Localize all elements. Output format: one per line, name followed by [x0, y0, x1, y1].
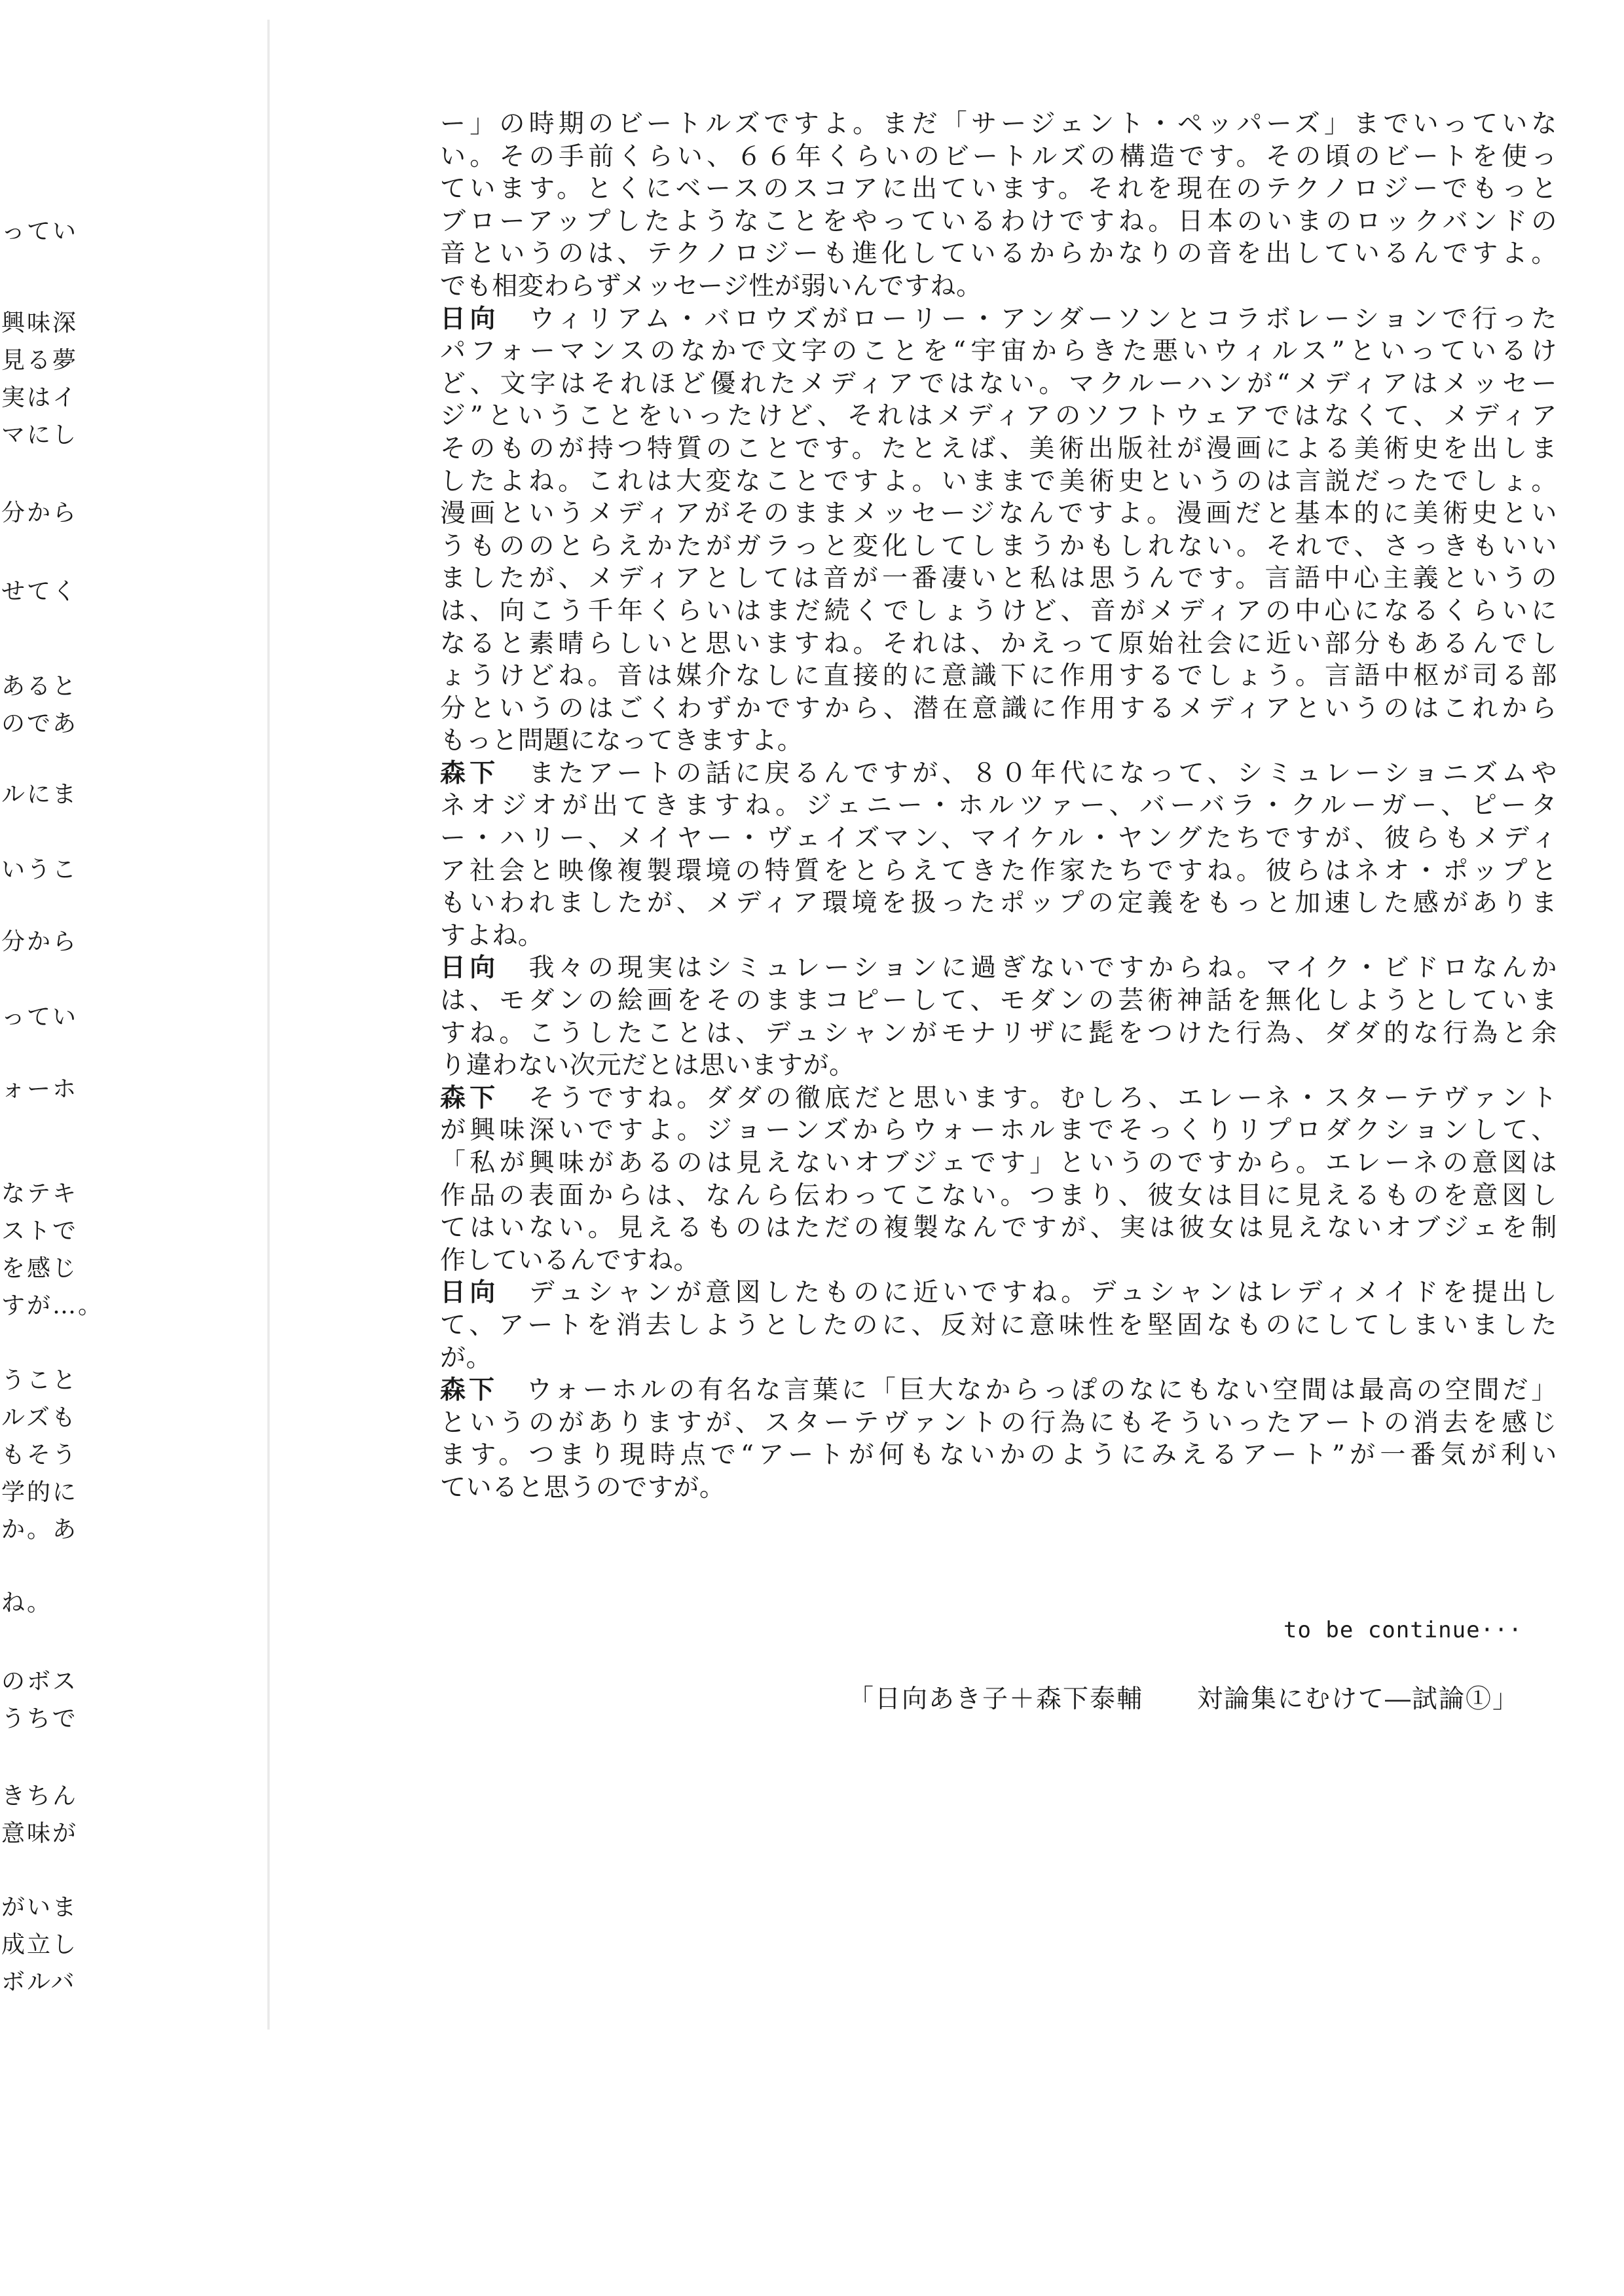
prev-page-fragment: ルにま — [1, 781, 79, 808]
text-line — [440, 498, 1557, 530]
text-line — [440, 1114, 1557, 1147]
line-text: なると素晴らしいと思いますね。それは、かえって原始社会に近い部分もあるんでし — [440, 629, 1557, 659]
text-line — [440, 1245, 1557, 1277]
text-line — [440, 985, 1557, 1017]
line-text: ジ”ということをいったけど、それはメディアのソフトウェアではなくて、メディア — [440, 401, 1557, 431]
text-line — [440, 822, 1557, 855]
text-line — [440, 303, 1557, 336]
text-line — [440, 1277, 1557, 1309]
prev-page-fragment: のボス — [1, 1668, 79, 1695]
prev-page-fragment: 実はイ — [1, 384, 79, 411]
line-text: またアートの話に戻るんですが、８０年代になって、シミュレーショニズムや — [499, 758, 1558, 788]
prev-page-fragment: ボルバ — [1, 1969, 77, 1995]
line-text: 「私が興味があるのは見えないオブジェです」というのですから。エレーネの意図は — [440, 1148, 1557, 1178]
text-line — [440, 108, 1557, 141]
text-line — [440, 790, 1557, 822]
line-text: そのものが持つ特質のことです。たとえば、美術出版社が漫画による美術史を出しま — [440, 433, 1557, 464]
text-line — [440, 1212, 1557, 1245]
prev-page-fragment: ォーホ — [1, 1076, 79, 1102]
line-text: が興味深いですよ。ジョーンズからウォーホルまでそっくりリプロダクションして、 — [440, 1116, 1557, 1146]
prev-page-fragment: か。あ — [1, 1516, 79, 1543]
text-line — [440, 887, 1557, 920]
line-text: すよね。 — [440, 920, 544, 951]
text-line — [440, 1342, 1557, 1375]
line-text: 漫画というメディアがそのままメッセージなんですよ。漫画だと基本的に美術史とい — [440, 499, 1557, 529]
text-line — [440, 1180, 1557, 1212]
line-text: 作品の表面からは、なんら伝わってこない。つまり、彼女は目に見えるものを意図し — [440, 1180, 1557, 1211]
line-text: もっと問題になってきますよ。 — [440, 726, 803, 756]
continue-note: to be continue··· — [1283, 1617, 1522, 1643]
prev-page-fragment: すが…。 — [1, 1292, 104, 1319]
speaker-name: 日向 — [440, 304, 500, 334]
text-line — [440, 368, 1557, 401]
text-line — [440, 725, 1557, 757]
prev-page-fragment: ってい — [1, 1004, 79, 1030]
line-text: ど、文字はそれほど優れたメディアではない。マクルーハンが“メディアはメッセー — [440, 369, 1557, 399]
page-gutter-shadow — [267, 20, 270, 2030]
text-line — [440, 433, 1557, 465]
text-line — [440, 1147, 1557, 1180]
text-line — [440, 400, 1557, 433]
line-text: は、モダンの絵画をそのままコピーして、モダンの芸術神話を無化しようとしていま — [440, 986, 1557, 1016]
line-text: が。 — [440, 1343, 492, 1373]
text-line — [440, 270, 1557, 303]
text-line — [440, 1017, 1557, 1050]
prev-page-fragment: 分から — [1, 500, 79, 526]
text-line — [440, 1439, 1557, 1472]
line-text: したよね。これは大変なことですよ。いままで美術史というのは言説だったでしょ。 — [440, 466, 1557, 496]
prev-page-fragment: 学的に — [1, 1479, 79, 1506]
text-line — [440, 1309, 1557, 1342]
text-line — [440, 562, 1557, 595]
prev-page-fragment: 分から — [1, 928, 79, 955]
prev-page-fragment: 成立し — [1, 1931, 79, 1958]
line-text: もいわれましたが、メディア環境を扱ったポップの定義をもっと加速した感がありま — [440, 888, 1557, 919]
text-line — [440, 1374, 1557, 1407]
text-line — [440, 855, 1557, 888]
text-line — [440, 530, 1557, 563]
line-text: すね。こうしたことは、デュシャンがモナリザに髭をつけた行為、ダダ的な行為と余 — [440, 1018, 1557, 1048]
line-text: り違わない次元だとは思いますが。 — [440, 1051, 855, 1081]
text-line — [440, 1407, 1557, 1440]
line-text: 作しているんですね。 — [440, 1245, 700, 1275]
prev-page-fragment: ね。 — [1, 1590, 53, 1616]
previous-page-strip — [0, 0, 268, 2296]
prev-page-fragment: なテキ — [1, 1180, 79, 1207]
text-line — [440, 920, 1557, 953]
text-line — [440, 238, 1557, 270]
line-text: てはいない。見えるものはただの複製なんですが、実は彼女は見えないオブジェを制 — [440, 1213, 1557, 1243]
prev-page-fragment: を感じ — [1, 1255, 79, 1282]
line-text: 分というのはごくわずかですから、潜在意識に作用するメディアというのはこれから — [440, 693, 1557, 723]
speaker-name: 日向 — [440, 953, 500, 983]
line-text: そうですね。ダダの徹底だと思います。むしろ、エレーネ・スターテヴァント — [499, 1083, 1557, 1113]
prev-page-fragment: ってい — [1, 218, 79, 245]
text-line — [440, 660, 1557, 693]
line-text: ています。とくにベースのスコアに出ています。それを現在のテクノロジーでもっと — [440, 174, 1557, 204]
line-text: ます。つまり現時点で“アートが何もないかのようにみえるアート”が一番気が利い — [440, 1440, 1557, 1470]
text-line — [440, 335, 1557, 368]
line-text: パフォーマンスのなかで文字のことを“宇宙からきた悪いウィルス”といっているけ — [440, 337, 1557, 367]
dialogue-body — [440, 108, 1557, 1504]
line-text: というのがありますが、スターテヴァントの行為にもそういったアートの消去を感じ — [440, 1408, 1557, 1438]
line-text: デュシャンが意図したものに近いですね。デュシャンはレディメイドを提出し — [499, 1278, 1557, 1308]
line-text: ア社会と映像複製環境の特質をとらえてきた作家たちですね。彼らはネオ・ポップと — [440, 856, 1557, 886]
line-text: ていると思うのですが。 — [440, 1472, 726, 1503]
speaker-name: 森下 — [440, 1083, 500, 1113]
line-text: ましたが、メディアとしては音が一番凄いと私は思うんです。言語中心主義というの — [440, 564, 1557, 594]
prev-page-fragment: 見る夢 — [1, 347, 79, 374]
line-text: ょうけどね。音は媒介なしに直接的に意識下に作用するでしょう。言語中枢が司る部 — [440, 661, 1557, 691]
text-line — [440, 173, 1557, 206]
speaker-name: 森下 — [440, 1376, 498, 1406]
prev-page-fragment: がいま — [1, 1894, 79, 1921]
text-line — [440, 1472, 1557, 1504]
text-line — [440, 465, 1557, 498]
line-text: ネオジオが出てきますね。ジェニー・ホルツァー、バーバラ・クルーガー、ピータ — [440, 791, 1557, 821]
text-line — [440, 952, 1557, 985]
prev-page-fragment: いうこ — [1, 856, 79, 883]
line-text: は、向こう千年くらいはまだ続くでしょうけど、音がメディアの中心になるくらいに — [440, 596, 1557, 626]
text-line — [440, 1049, 1557, 1082]
speaker-name: 森下 — [440, 758, 500, 788]
line-text: 我々の現実はシミュレーションに過ぎないですからね。マイク・ビドロなんか — [499, 953, 1558, 983]
line-text: 音というのは、テクノロジーも進化しているからかなりの音を出しているんですよ。 — [440, 239, 1557, 269]
prev-page-fragment: ルズも — [1, 1404, 77, 1431]
text-line — [440, 206, 1557, 238]
text-line — [440, 693, 1557, 725]
line-text: ウォーホルの有名な言葉に「巨大なからっぽのなにもない空間は最高の空間だ」 — [497, 1376, 1557, 1406]
line-text: ー・ハリー、メイヤー・ヴェイズマン、マイケル・ヤングたちですが、彼らもメディ — [440, 824, 1557, 854]
prev-page-fragment: あると — [1, 673, 79, 700]
prev-page-fragment: うちで — [1, 1705, 78, 1732]
line-text: ブローアップしたようなことをやっているわけですね。日本のいまのロックバンドの — [440, 206, 1557, 236]
line-text: ー」の時期のビートルズですよ。まだ「サージェント・ペッパーズ」までいっていな — [440, 109, 1557, 139]
prev-page-fragment: きちん — [1, 1783, 79, 1810]
text-line — [440, 628, 1557, 661]
line-text: ウィリアム・バロウズがローリー・アンダーソンとコラボレーションで行った — [499, 304, 1557, 334]
prev-page-fragment: うこと — [1, 1367, 79, 1394]
source-citation: 「日向あき子＋森下泰輔 対論集にむけて―試論①」 — [847, 1685, 1519, 1714]
text-line — [440, 595, 1557, 628]
prev-page-fragment: マにし — [1, 422, 79, 448]
line-text: て、アートを消去しようとしたのに、反対に意味性を堅固なものにしてしまいました — [440, 1310, 1557, 1340]
line-text: でも相変わらずメッセージ性が弱いんですね。 — [440, 271, 982, 301]
prev-page-fragment: もそう — [1, 1442, 79, 1468]
speaker-name: 日向 — [440, 1278, 500, 1308]
prev-page-fragment: ストで — [1, 1218, 79, 1245]
prev-page-fragment: のであ — [1, 710, 79, 737]
text-line — [440, 141, 1557, 173]
line-text: い。その手前くらい、６６年くらいのビートルズの構造です。その頃のビートを使っ — [440, 141, 1558, 172]
prev-page-fragment: せてく — [1, 578, 79, 605]
prev-page-fragment: 意味が — [1, 1820, 79, 1847]
text-line — [440, 757, 1557, 790]
text-line — [440, 1082, 1557, 1115]
line-text: うもののとらえかたがガラっと変化してしまうかもしれない。それで、さっきもいい — [440, 531, 1557, 561]
prev-page-fragment: 興味深 — [1, 310, 79, 337]
